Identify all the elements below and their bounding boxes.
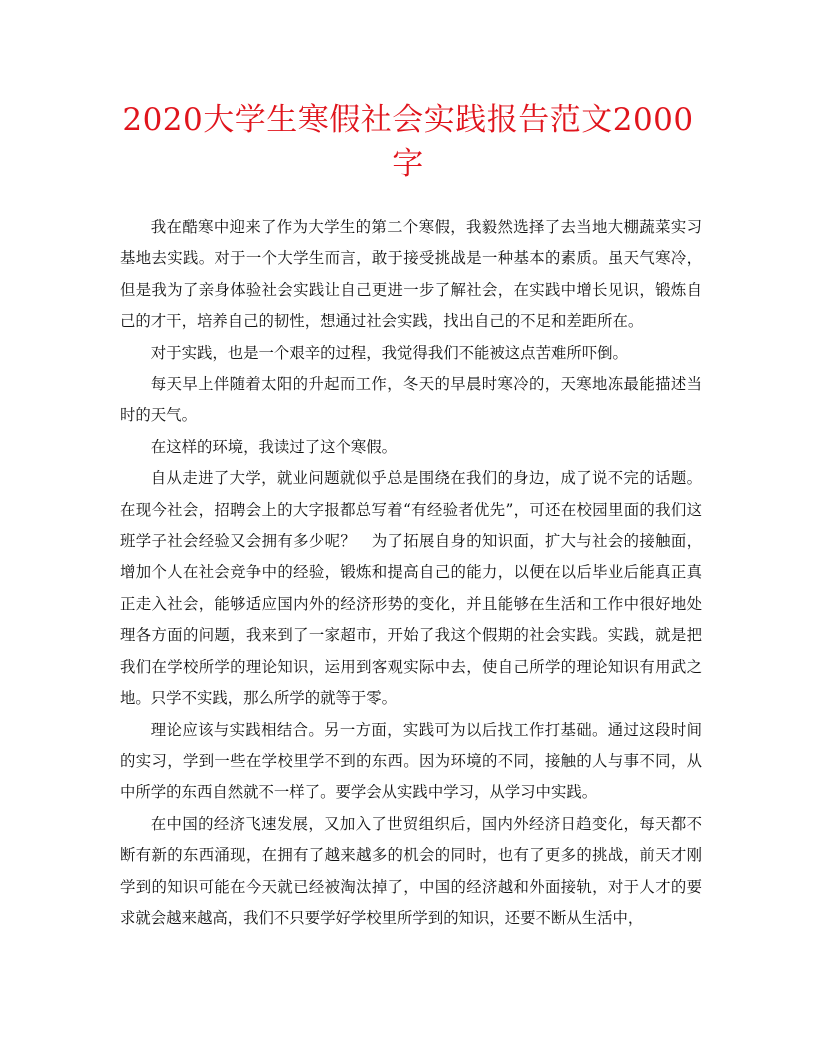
paragraph: 在这样的环境，我读过了这个寒假。 <box>150 437 398 456</box>
paragraph: 我在酷寒中迎来了作为大学生的第二个寒假，我毅然选择了去当地大棚蔬菜实习基地去实践。对于一个大学生而言，敢于接受挑战是一种基本的素质。虽天气寒冷，但是我为了亲身体验社会实践让自己更进一步了解社会，在实践中增长见识，锻炼自己的才干，培养自己的韧性，想通过社会实践，找出自己的不足和差距所在。 <box>120 218 702 331</box>
paragraph: 每天早上伴随着太阳的升起而工作，冬天的早晨时寒冷的，天寒地冻最能描述当时的天气。 <box>120 375 702 425</box>
paragraph: 理论应该与实践相结合。另一方面，实践可为以后找工作打基础。通过这段时间的实习，学到一些在学校里学不到的东西。因为环境的不同，接触的人与事不同，从中所学的东西自然就不一样了。要学会从实践中学习，从学习中实践。 <box>120 720 702 802</box>
document-title: 2020大学生寒假社会实践报告范文2000字 <box>122 102 694 182</box>
paragraph: 对于实践，也是一个艰辛的过程，我觉得我们不能被这点苦难所吓倒。 <box>150 343 628 362</box>
document-body <box>120 212 702 934</box>
paragraph: 在中国的经济飞速发展，又加入了世贸组织后，国内外经济日趋变化，每天都不断有新的东西涌现，在拥有了越来越多的机会的同时，也有了更多的挑战，前天才刚学到的知识可能在今天就已经被淘汰掉了，中国的经济越和外面接轨，对于人才的要求就会越来越高，我们不只要学好学校里所学到的知识，还要不断从生活中， <box>120 814 702 927</box>
paragraph: 自从走进了大学，就业问题就似乎总是围绕在我们的身边，成了说不完的话题。在现今社会，招聘会上的大字报都总写着“有经验者优先”，可还在校园里面的我们这班学子社会经验又会拥有多少呢？ 为了拓展自身的知识面，扩大与社会的接触面，增加个人在社会竞争中的经验，锻炼和提高自己的能力，以便在以后毕业后能真正真正走入社会，能够适应国内外的经济形势的变化，并且能够在生活和工作中很好地处理各方面的问题，我来到了一家超市，开始了我这个假期的社会实践。实践，就是把我们在学校所学的理论知识，运用到客观实际中去，使自己所学的理论知识有用武之地。只学不实践，那么所学的就等于零。 <box>120 469 702 708</box>
